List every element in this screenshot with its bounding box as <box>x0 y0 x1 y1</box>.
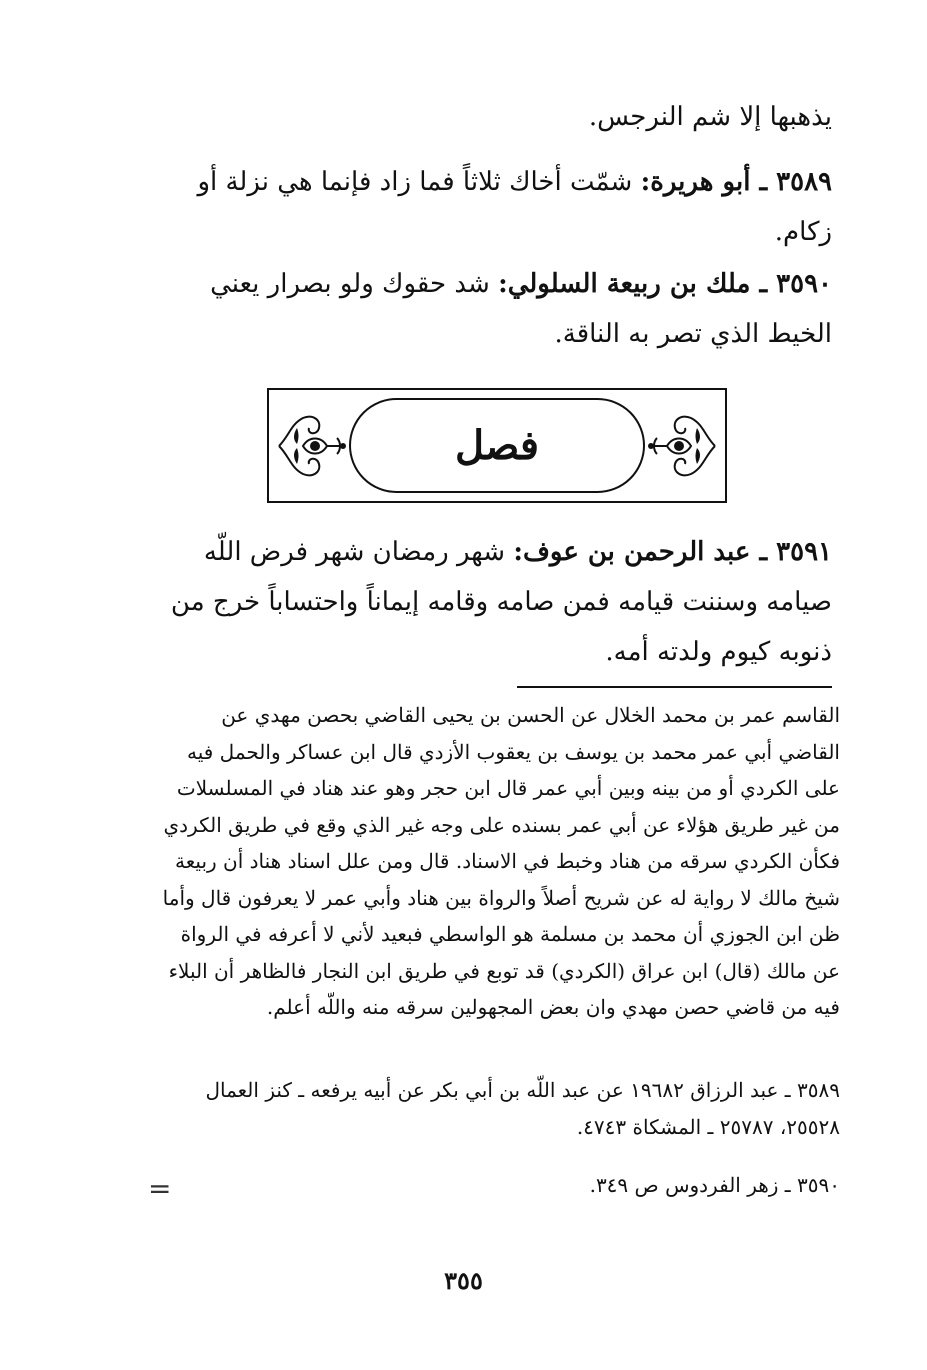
hadith-3589-text: شمّت أخاك ثلاثاً فما زاد فإنما هي نزلة أو زكام. <box>197 167 832 247</box>
hadith-3591 <box>150 527 832 677</box>
arabesque-ornament-icon <box>645 406 721 486</box>
hadith-3590 <box>150 259 832 359</box>
hadith-3590-text: شد حقوك ولو بصرار يعني الخيط الذي تصر به الناقة. <box>210 269 832 349</box>
section-title: فصل <box>454 422 540 469</box>
footnote-separator <box>517 686 832 688</box>
hadith-3589-label: ٣٥٨٩ ـ أبو هريرة: <box>640 167 832 197</box>
margin-mark: = <box>148 1172 172 1205</box>
hadith-3591-text: شهر رمضان شهر فرض اللّه صيامه وسننت قيامه فمن صامه وقامه إيماناً واحتساباً خرج من ذنوبه كيوم ولدته أمه. <box>170 537 832 667</box>
hadith-3591-label: ٣٥٩١ ـ عبد الرحمن بن عوف: <box>513 537 832 567</box>
section-header-frame <box>267 388 727 503</box>
paragraph-continuation: يذهبها إلا شم النرجس. <box>588 102 832 132</box>
footnote-continuation: القاسم عمر بن محمد الخلال عن الحسن بن يحيى القاضي بحصن مهدي عن القاضي أبي عمر محمد بن يوسف بن يعقوب الأزدي قال ابن عساكر والحمل فيه على الكردي أو من بينه وبين أبي عمر قال ابن حجر وهو عند هناد في المسلسلات من غير طريق هؤلاء عن أبي عمر بسنده على وجه غير الذي وقع في طريق الكردي فكأن الكردي سرقه من هناد وخبط في الاسناد. قال ومن علل اسناد هناد أن ربيعة شيخ مالك لا رواية له عن شريح أصلاً والرواة بين هناد وأبي عمر لا يعرفون قال وأما ظن ابن الجوزي أن محمد بن مسلمة هو الواسطي فبعيد لأني لا أعرفه في الرواة عن مالك (قال) ابن عراق (الكردي) قد توبع في طريق ابن النجار فالظاهر أن البلاء فيه من قاضي حصن مهدي وان بعض المجهولين سرقه منه واللّه أعلم. <box>162 703 840 1019</box>
footnote-3590: ٣٥٩٠ ـ زهر الفردوس ص ٣٤٩. <box>589 1173 840 1197</box>
section-title-cartouche <box>349 398 645 493</box>
hadith-3590-label: ٣٥٩٠ ـ ملك بن ربيعة السلولي: <box>498 269 832 299</box>
page-number: ٣٥٥ <box>444 1266 483 1295</box>
footnote-3589: ٣٥٨٩ ـ عبد الرزاق ١٩٦٨٢ عن عبد اللّه بن أبي بكر عن أبيه يرفعه ـ كنز العمال ٢٥٥٢٨، ٢٥٧٨٧ ـ المشكاة ٤٧٤٣. <box>205 1078 840 1139</box>
hadith-3589 <box>150 157 832 257</box>
arabesque-ornament-icon <box>273 406 349 486</box>
